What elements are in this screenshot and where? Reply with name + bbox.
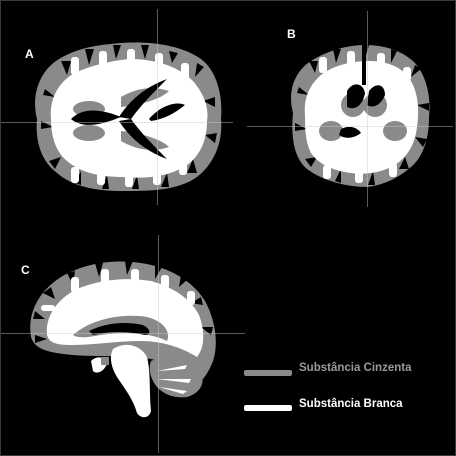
- crosshair-c-horizontal: [1, 333, 245, 334]
- legend-swatch-white-matter: [244, 405, 292, 411]
- legend-label-gray-matter: Substância Cinzenta: [299, 362, 412, 374]
- panel-label-a: A: [25, 47, 34, 61]
- panel-label-b: B: [287, 27, 296, 41]
- legend-label-white-matter: Substância Branca: [299, 398, 403, 410]
- sagittal-brain-slice: [1, 1, 456, 456]
- legend-swatch-gray-matter: [244, 370, 292, 376]
- sagittal-brainstem: [111, 345, 151, 417]
- panel-label-c: C: [21, 263, 30, 277]
- crosshair-c-vertical: [158, 235, 159, 453]
